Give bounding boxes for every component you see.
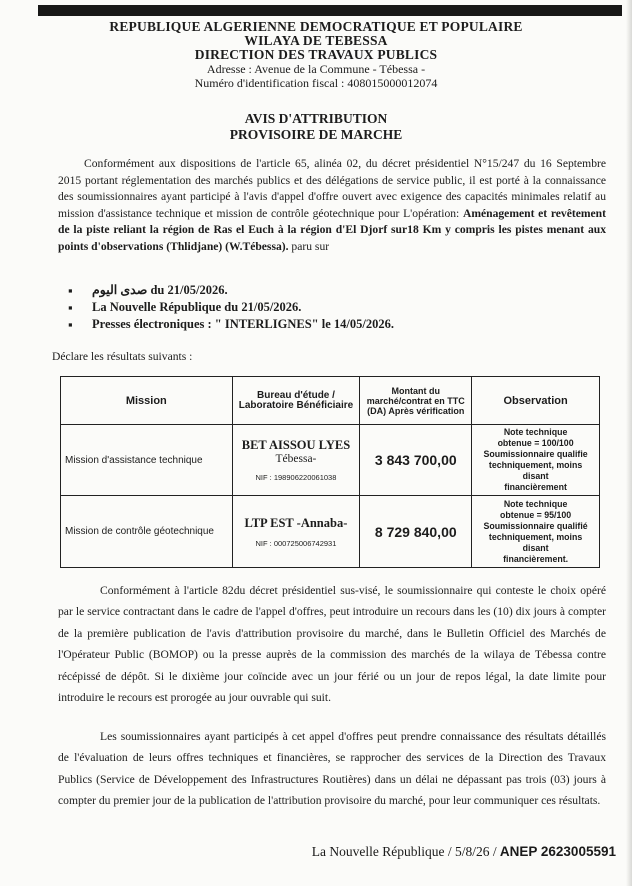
publication-item: ▪ Presses électroniques : " INTERLIGNES" le 14/05/2026.	[68, 316, 394, 333]
bureau-nif: NIF : 198906220061038	[255, 473, 337, 482]
table-row	[61, 496, 600, 568]
publication-list	[68, 282, 394, 333]
address-line: Adresse : Avenue de la Commune - Tébessa -	[206, 62, 426, 76]
header-montant: Montant du marché/contrat en TTC (DA) Après vérification	[360, 377, 472, 425]
table-row	[61, 425, 600, 496]
header-bureau: Bureau d'étude / Laboratoire Bénéficiaire	[232, 377, 360, 425]
title-line-2: PROVISOIRE DE MARCHE	[229, 127, 403, 142]
observation-cell: Note technique obtenue = 100/100 Soumissionnaire qualifie techniquement, moins disant financièrement	[472, 425, 600, 496]
mission-cell: Mission d'assistance technique	[61, 425, 233, 496]
notice-title	[0, 111, 632, 143]
observation-cell: Note technique obtenue = 95/100 Soumissionnaire qualifié techniquement, moins disant financièrement.	[472, 496, 600, 568]
fiscal-id-line: Numéro d'identification fiscal : 408015000012074	[194, 76, 438, 90]
amount-cell: 8 729 840,00	[360, 496, 472, 568]
publication-footer	[312, 844, 616, 860]
results-table	[60, 376, 600, 568]
direction-name: DIRECTION DES TRAVAUX PUBLICS	[194, 47, 438, 62]
footer-source: La Nouvelle République / 5/8/26 /	[311, 844, 497, 859]
scan-top-bar	[38, 5, 622, 16]
amount-cell: 3 843 700,00	[360, 425, 472, 496]
mission-cell: Mission de contrôle géotechnique	[61, 496, 233, 568]
intro-tail: paru sur	[288, 239, 330, 253]
operation-name: Aménagement et revêtement de la piste reliant la région de Ras el Euch à la région d'El Djorf sur18 Km y compris les pistes menant aux points d'observations (Thlidjane) (W.Tébessa).	[58, 206, 606, 253]
declare-results-label: Déclare les résultats suivants :	[52, 350, 193, 363]
intro-paragraph	[58, 156, 606, 256]
bureau-name: LTP EST -Annaba-	[244, 515, 348, 530]
bureau-cell	[232, 496, 360, 568]
appeal-paragraph: Conformément à l'article 82du décret présidentiel sus-visé, le soumissionnaire qui conteste le choix opéré par le service contractant dans le cadre de l'appel d'offres, peut introduire un recours dans les (10) dix jours à compter de la première publication de l'avis d'attribution provisoire du marché, dans le Bulletin Officiel des Marchés de l'Opérateur Public (BOMOP) ou la presse auprès de la commission des marchés de la wilaya de Tébessa contre récépissé de dépôt. Si le dixième jour coïncide avec un jour férié ou un jour de repos légal, la date limite pour introduire le recours est prorogée au jour ouvrable qui suit.	[58, 584, 606, 705]
letterhead	[0, 20, 632, 90]
bureau-city: Tébessa-	[275, 453, 317, 465]
bureau-cell	[232, 425, 360, 496]
bureau-nif: NIF : 000725006742931	[255, 538, 337, 548]
wilaya-name: WILAYA DE TEBESSA	[244, 33, 388, 48]
republic-name: REPUBLIQUE ALGERIENNE DEMOCRATIQUE ET POPULAIRE	[109, 19, 523, 34]
footer-ref: ANEP 2623005591	[499, 844, 616, 859]
header-mission: Mission	[61, 377, 233, 425]
publication-item: ▪ صدى اليوم du 21/05/2026.	[68, 282, 394, 299]
table-header-row	[61, 377, 600, 425]
results-consult-paragraph: Les soumissionnaires ayant participés à cet appel d'offres peut prendre connaissance des résultats détaillés de l'évaluation de leurs offres techniques et financières, se rapprocher des services de la Direction des Travaux Publics (Service de Développement des Infrastructures Routières) dans un délai ne dépassant pas trois (03) jours à compter du premier jour de la publication de l'attribution provisoire du marché, pour leur communiquer ces résultats.	[58, 730, 606, 808]
header-observation: Observation	[472, 377, 600, 425]
intro-text: Conformément aux dispositions de l'article 65, alinéa 02, du décret présidentiel N°15/247 du 16 Septembre 2015 portant réglementation des marchés publics et des délégations de service public, il est porté à la connaissance des soumissionnaires ayant participé à l'avis d'appel d'offre ouvert avec exigence des capacités minimales relatif au mission d'assistance technique et mission de contrôle géotechnique pour L'opération:	[58, 157, 606, 220]
bureau-name: BET AISSOU LYES	[241, 438, 351, 452]
publication-item: ▪ La Nouvelle République du 21/05/2026.	[68, 299, 394, 316]
title-line-1: AVIS D'ATTRIBUTION	[244, 111, 388, 126]
